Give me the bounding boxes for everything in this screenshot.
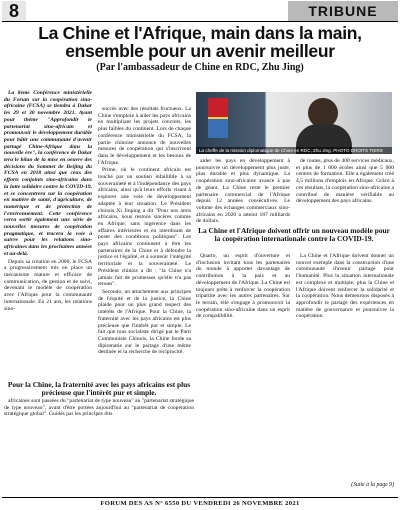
body-paragraph: Quarto, un esprit d'ouverture et d'inclusion invitant tous les partenaires du monde à apporter davantage de contribution à la paix et au développement de l'Afrique. La Chine est toujours prête à renforcer la coopération tripartite avec les autres partenaires. Sur le terrain, elle s'engage à promouvoir la coopération sino-africaine dans un esprit de compatibilité.	[196, 253, 290, 320]
body-paragraph: Prime, où le continent africain est touché par un soutien infaillible à sa souveraineté et à l'indépendance des pays africains, ainsi qu'à leurs efforts visant à explorer une voie de développement adaptée à leur situation. Le Président chinois Xi Jinping a dit "Pour nos amis africains, nous restons sincères comme en Afrique, sans ingérence dans les affaires intérieures et en interdisant de poser des conditions politiques". Les pays africains continuent à être les partenaires de la Chine et à défendre la justice et l'égalité, et à soutenir l'intégrité territoriale et la souveraineté. Le Président chinois a dit : "la Chine n'a jamais fait de promesses qu'elle n'a pas tenues".	[98, 167, 191, 288]
column-3	[196, 253, 290, 489]
column-4	[296, 253, 394, 479]
lead-paragraph: La 8ème Conférence ministérielle du Forum sur la coopération sino-africaine (FCSA) se tiendra à Dakar les 29 et 30 novembre 2021. Ayant pour thème "Approfondir le partenariat sino-africain et promouvoir le développement durable pour bâtir une communauté d'avenir partagé Chine-Afrique dans la nouvelle ère", la conférence de Dakar tera le bilan de la mise en oeuvre des décisions du Sommet de Beijing du FCSA en 2018 ainsi que ceux des efforts conjoints sino-africains dans la lutte solidaire contre la COVID-19, et se concentrera sur la coopération en matière de santé, d'agriculture, de numérique et de protection de l'environnement. Cette conférence verra sortir également une série de nouvelles mesures de coopération pragmatique, et tracera la voie à suivre pour les relations sino-africaines dans les prochaines années et au-delà.	[4, 90, 92, 257]
body-paragraph: Secondo, un attachement aux principes de l'équité et de la justice, la Chine plaide pour un plus grand respect des intérêts de l'Afrique. Pour la Chine, la fraternité avec les pays africains est plus précieuse que l'intérêt pur et simple. Le fait que tous socialiste dirigé par le Parti Communiste Chinois, la Chine fonde sa diplomatie sur le partage d'une même destinée et la recherche de réciprocité.	[98, 288, 191, 356]
continued-note: (Suite à la page 9)	[351, 482, 394, 488]
body-paragraph: africaines sont passées du "partenariat de type nouveau" au "partenariat stratégique de type nouveau", avant d'être portées aujourd'hui au "partenariat de coopération stratégique global". Guidés par les principes dits	[4, 398, 194, 418]
column-3-top	[196, 158, 290, 226]
body-paragraph: aider les pays en développement à poursuivre un développement plus juste, plus durable et plus dynamique. La coopération sino-africaine avance à pas de géant. La Chine reste le premier partenaire commercial de l'Afrique depuis 12 années consécutives. Le volume des échanges commerciaux sino-africains en 2020 a atteint 187 milliards de dollars.	[196, 158, 290, 225]
masthead-bar	[2, 1, 398, 22]
page-footer: FORUM DES AS N° 6550 DU VENDREDI 26 NOVEMBRE 2021	[2, 497, 398, 510]
subheading-bottom: Pour la Chine, la fraternité avec les pays africains est plus précieuse que l'intérêt pur et simple.	[7, 380, 191, 397]
body-paragraph: Depuis sa création en 2000, le FCSA a progressivement mis en place un mécanisme mature et efficace de communication, de gestion et de suivi, devenant le modèle de coopération avec l'Afrique pour la communauté internationale. En 21 ans, les relations sino-	[4, 258, 92, 312]
subheading-right: La Chine et l'Afrique doivent offrir un nouveau modèle pour la coopération internationale contre la COVID-19.	[198, 226, 390, 243]
page-number: 8	[2, 1, 26, 21]
article-headline: La Chine et l'Afrique, main dans la main, ensemble pour un avenir meilleur	[38, 23, 362, 61]
column-4-top	[296, 158, 394, 226]
section-label: TRIBUNE	[288, 1, 398, 21]
flag-image	[208, 98, 228, 138]
column-1-bottom	[4, 398, 194, 490]
body-paragraph: La Chine et l'Afrique doivent donner un nouvel exemple dans la construction d'une communauté d'avenir partagé pour l'humanité. Plus la situation internationale est complexe et multiple, plus la Chine et l'Afrique doivent renforcer la solidarité et la coopération. Nous demeurons disposés à approfondir le partage des expériences en matière de gouvernance et poursuivre la coopération.	[296, 253, 394, 320]
article-byline: (Par l'ambassadeur de Chine en RDC, Zhu Jing)	[96, 62, 304, 73]
body-paragraph: succès avec des résultats fructueux. La Chine s'emploie à aider les pays africains en multipliant les projets concrets, les plus faibles du continent. Lors de chaque conférence ministérielle du FCSA, la partie chinoise annonce de nouvelles mesures de coopération qui s'inscrivent dans le développement et les besoins de l'Afrique.	[98, 106, 191, 166]
body-paragraph: de routes, plus de 400 services médicaux, et plus de 1 000 écoles ainsi que 5 000 centres de formation. Elle a également créé 4,5 millions d'emplois en Afrique. Grâce à ces résultats, la coopération sino-africaine a contribué de manière vérifiable au développement des pays africains.	[296, 158, 394, 205]
article-photo	[196, 92, 392, 154]
photo-caption: La cheffe de la mission diplomatique de Chine en RDC, Zhu Jing. PHOTO DROITS TIERS	[196, 147, 392, 154]
